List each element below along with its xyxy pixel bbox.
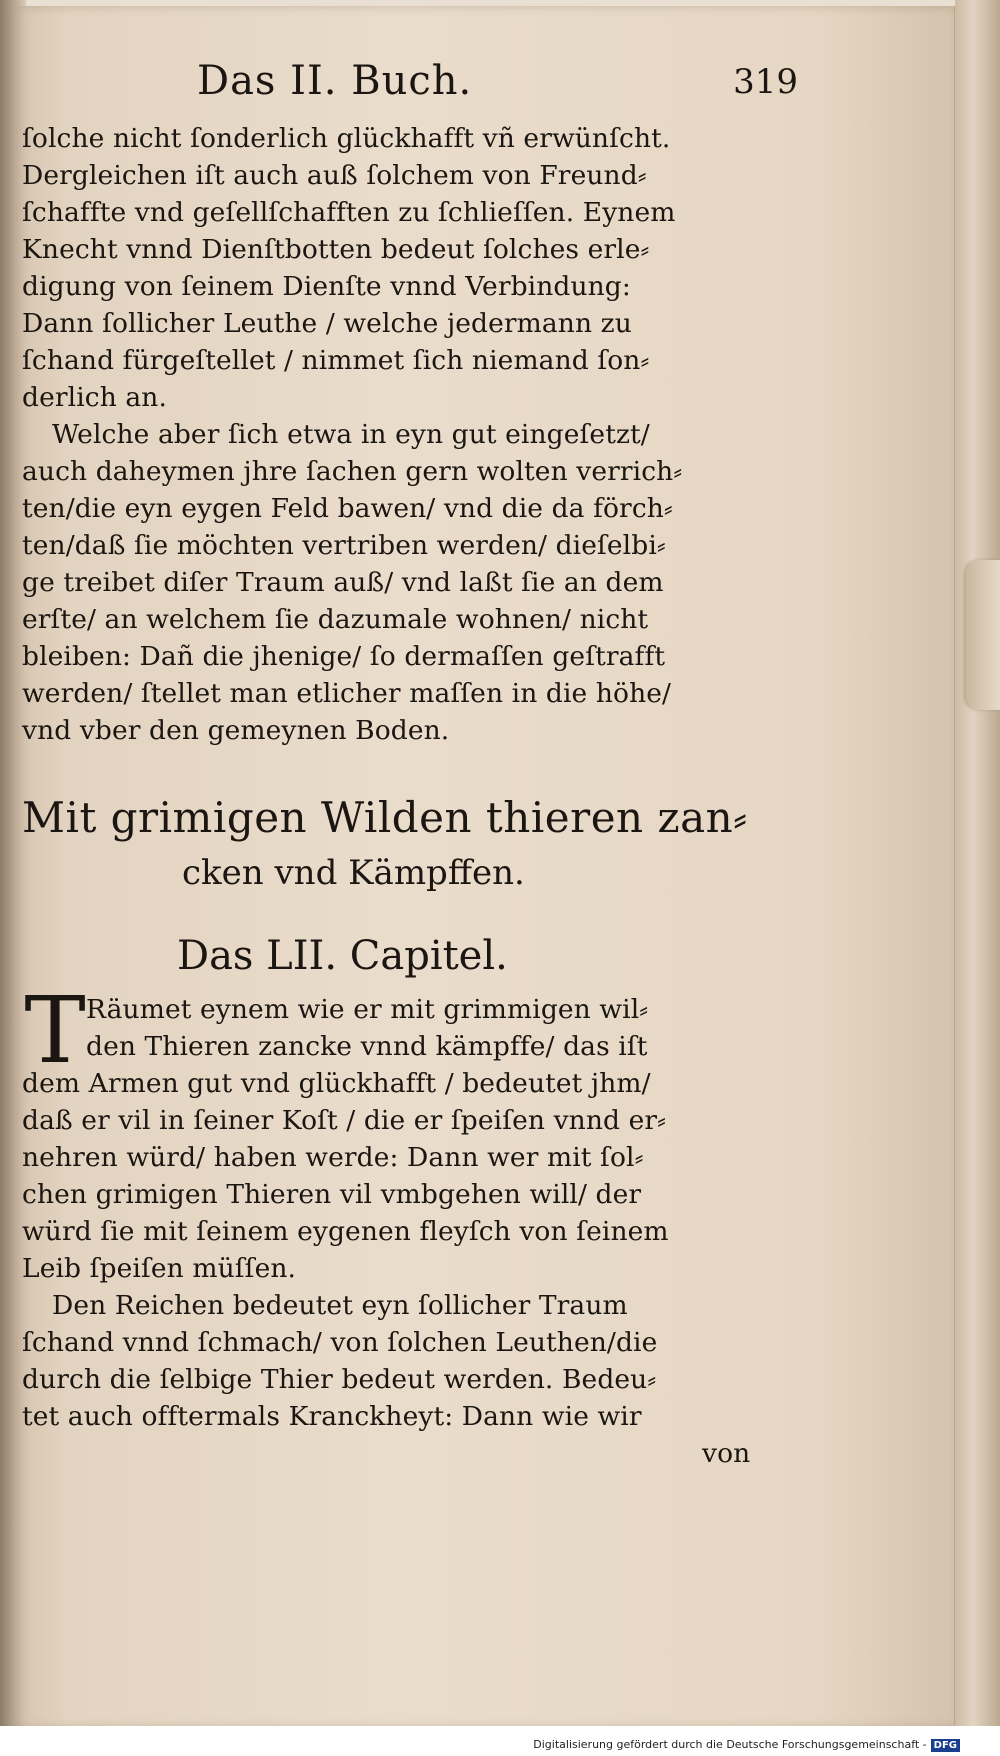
text-line: derlich an. (22, 382, 167, 413)
text-line: Den Reichen bedeutet eyn ſollicher Traum (52, 1290, 628, 1321)
text-line: ten/daß ſie möchten vertriben werden/ dieſelbi⸗ (22, 530, 666, 561)
text-line: Dann ſollicher Leuthe / welche jedermann zu (22, 308, 632, 339)
text-line: werden/ ſtellet man etlicher maſſen in die höhe/ (22, 678, 672, 709)
text-line: durch die ſelbige Thier bedeut werden. Bedeu⸗ (22, 1364, 657, 1395)
decorated-initial: T (24, 977, 86, 1084)
text-line: ſolche nicht ſonderlich glückhafft vñ erwünſcht. (22, 123, 671, 154)
text-line: Knecht vnnd Dienſtbotten bedeut ſolches erle⸗ (22, 234, 650, 265)
page-text (22, 58, 812, 1472)
text-line: Welche aber ſich etwa in eyn gut eingeſetzt/ (52, 419, 650, 450)
text-line: tet auch offtermals Kranckheyt: Dann wie wir (22, 1401, 642, 1432)
section-heading: Mit grimigen Wilden thieren zan⸗ (22, 793, 748, 842)
paragraph-3 (22, 977, 812, 1287)
text-line: den Thieren zancke vnnd kämpffe/ das iſt (86, 1031, 648, 1062)
book-fore-edge (955, 0, 1000, 1756)
page-number: 319 (733, 62, 798, 102)
text-line: bleiben: Dañ die jhenige/ ſo dermaſſen geſtrafft (22, 641, 666, 672)
catchword: von (702, 1438, 751, 1469)
paragraph-1 (22, 120, 812, 416)
text-line: vnd vber den gemeynen Boden. (22, 715, 450, 746)
paragraph-2 (22, 416, 812, 749)
text-line: ſchand vnnd ſchmach/ von ſolchen Leuthen/die (22, 1327, 658, 1358)
text-line: chen grimigen Thieren vil vmbgehen will/ der (22, 1179, 642, 1210)
text-line: Dergleichen iſt auch auß ſolchem von Freund⸗ (22, 160, 647, 191)
text-line: auch daheymen jhre ſachen gern wolten verrich⸗ (22, 456, 683, 487)
text-line: würd ſie mit ſeinem eygenen fleyſch von ſeinem (22, 1216, 669, 1247)
text-line: dem Armen gut vnd glückhafft / bedeutet jhm/ (22, 1068, 651, 1099)
text-line: ge treibet diſer Traum auß/ vnd laßt ſie an dem (22, 567, 664, 598)
text-line: erſte/ an welchem ſie dazumale wohnen/ nicht (22, 604, 649, 635)
dfg-logo: DFG (931, 1739, 960, 1752)
page-edge-tab (966, 560, 1000, 710)
text-line: ſchand fürgeſtellet / nimmet ſich niemand ſon⸗ (22, 345, 650, 376)
text-line: Räumet eynem wie er mit grimmigen wil⸗ (86, 994, 649, 1025)
section-heading-continuation: cken vnd Kämpffen. (182, 853, 525, 893)
credit-text: Digitalisierung gefördert durch die Deutsche Forschungsgemeinschaft - (533, 1738, 927, 1751)
text-line: ten/die eyn eygen Feld bawen/ vnd die da förch⸗ (22, 493, 673, 524)
paragraph-4 (22, 1287, 812, 1472)
text-line: daß er vil in ſeiner Koſt / die er ſpeiſen vnnd er⸗ (22, 1105, 667, 1136)
text-line: nehren würd/ haben werde: Dann wer mit ſol⸗ (22, 1142, 644, 1173)
text-line: Leib ſpeiſen müſſen. (22, 1253, 297, 1284)
digitization-credit (533, 1738, 960, 1752)
text-line: ſchaffte vnd geſellſchafften zu ſchlieſſen. Eynem (22, 197, 676, 228)
text-line: digung von ſeinem Dienſte vnnd Verbindung: (22, 271, 631, 302)
running-head (22, 58, 812, 120)
chapter-title: Das LII. Capitel. (177, 933, 508, 979)
running-head-title: Das II. Buch. (197, 58, 473, 104)
